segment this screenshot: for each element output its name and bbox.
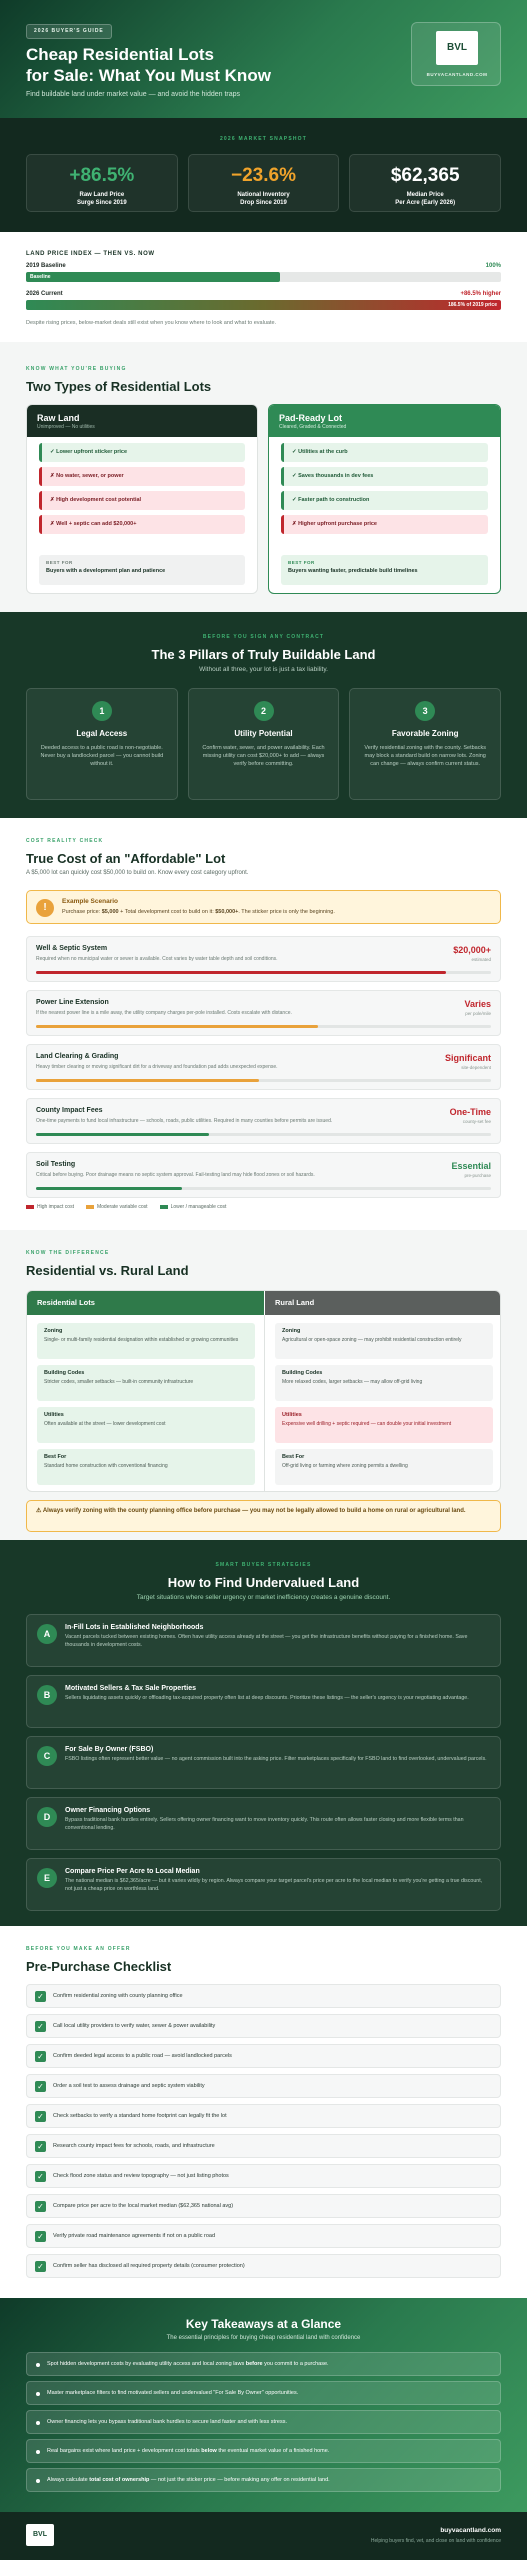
cost-item-title: Power Line Extension	[36, 999, 109, 1006]
cost-item-desc: Required when no municipal water or sewer is available. Cost varies by water table depth and soil conditions.	[36, 956, 278, 962]
raw-land-card	[26, 404, 258, 594]
takeaway-text: Spot hidden development costs by evaluating utility access and local zoning laws before you commit to a purchase.	[47, 2361, 329, 2367]
bullet-icon	[36, 2392, 40, 2396]
legend-item	[26, 1204, 74, 1211]
compare-kicker: KNOW THE DIFFERENCE	[26, 1250, 110, 1256]
logo-url: BUYVACANTLAND.COM	[426, 72, 488, 77]
legend-swatch	[160, 1205, 168, 1209]
checklist-item[interactable]	[26, 2044, 501, 2068]
checklist-text: Confirm residential zoning with county planning office	[53, 1993, 183, 1999]
compare-cell-title: Zoning	[282, 1328, 301, 1334]
checklist-text: Confirm deeded legal access to a public road — avoid landlocked parcels	[53, 2053, 232, 2059]
compare-cell	[275, 1323, 493, 1359]
takeaways	[0, 2298, 527, 2512]
lot-types	[0, 342, 527, 612]
compare-cell-text: Expensive well drilling + septic required — can double your initial investment	[282, 1421, 452, 1428]
checklist-item[interactable]	[26, 1984, 501, 2008]
cost-item	[26, 1098, 501, 1144]
ready-best-text: Buyers wanting faster, predictable build timelines	[288, 568, 418, 575]
current-value: +86.5% higher	[460, 291, 501, 297]
takeaway-text: Master marketplace filters to find motivated sellers and undervalued "For Sale By Owner" opportunities.	[47, 2390, 299, 2396]
compare-cell-text: Off-grid living or farming where zoning permits a dwelling	[282, 1463, 408, 1470]
strategy-text: The national median is $62,365/acre — but it varies wildly by region. Always compare your target parcel's price per acre to the local median to verify you're getting a true discount, not just a cheap price on worthless land.	[65, 1878, 483, 1892]
pillar-text: Verify residential zoning with the county. Setbacks may block a standard build on narrow lots. Zoning can change — always confirm current status.	[364, 744, 486, 767]
strategy-card	[26, 1736, 501, 1789]
cost-bar-track	[36, 1079, 491, 1082]
cost-title: True Cost of an "Affordable" Lot	[26, 851, 226, 866]
compare-cell	[275, 1449, 493, 1485]
checkbox-icon[interactable]: ✓	[35, 1991, 46, 2002]
strategy-title: For Sale By Owner (FSBO)	[65, 1746, 154, 1753]
checkbox-icon[interactable]: ✓	[35, 2171, 46, 2182]
stat-value: −23.6%	[231, 165, 296, 186]
pillar-text: Confirm water, sewer, and power availability. Each missing utility can cost $20,000+ to add — always verify before committing.	[202, 744, 325, 767]
example-text: Purchase price: $5,000 + Total development cost to build on it: $50,000+. The sticker price is only the beginning.	[62, 909, 335, 915]
stat-sublabel: Per Acre (Early 2026)	[395, 199, 456, 206]
warning-icon: !	[36, 899, 54, 917]
compare-cell	[37, 1365, 255, 1401]
ready-subtitle: Cleared, Graded & Connected	[279, 424, 347, 431]
types-kicker: KNOW WHAT YOU'RE BUYING	[26, 366, 127, 372]
strategy-card	[26, 1675, 501, 1728]
takeaway-text: Real bargains exist where land price + development cost totals below the eventual market value of a finished home.	[47, 2448, 330, 2454]
strategy-letter: B	[37, 1685, 57, 1705]
footer-url[interactable]: buyvacantland.com	[440, 2527, 501, 2534]
compare-cell-title: Utilities	[282, 1412, 302, 1418]
types-title: Two Types of Residential Lots	[26, 379, 212, 394]
compare-cell	[37, 1449, 255, 1485]
cost-item-title: Well & Septic System	[36, 945, 108, 952]
strategy-title: Compare Price Per Acre to Local Median	[65, 1868, 200, 1875]
cost-item-desc: One-time payments to fund local infrastructure — schools, roads, public utilities. Required in many counties before permits are issued.	[36, 1118, 333, 1124]
strategy-letter: C	[37, 1746, 57, 1766]
lot-feature: ✓ Lower upfront sticker price	[39, 443, 245, 462]
snapshot-kicker: 2026 MARKET SNAPSHOT	[219, 136, 308, 142]
footer	[0, 2512, 527, 2560]
bullet-icon	[36, 2363, 40, 2367]
baseline-track	[26, 272, 501, 282]
checklist-item[interactable]	[26, 2194, 501, 2218]
checklist-text: Research county impact fees for schools, roads, and infrastructure	[53, 2143, 215, 2149]
strategies-title: How to Find Undervalued Land	[167, 1575, 360, 1590]
raw-best-box	[39, 555, 245, 585]
pillars	[0, 612, 527, 818]
lot-feature: ✓ Faster path to construction	[281, 491, 488, 510]
strategy-card	[26, 1614, 501, 1667]
cost-item	[26, 990, 501, 1036]
ready-title: Pad-Ready Lot	[279, 413, 343, 423]
guide-pill: 2026 BUYER'S GUIDE	[26, 24, 112, 39]
compare-cell-text: Standard home construction with conventional financing	[44, 1463, 168, 1470]
compare-cell	[275, 1407, 493, 1443]
price-index	[0, 232, 527, 342]
price-index-note: Despite rising prices, below-market deals still exist when you know where to look and what to evaluate.	[26, 320, 277, 326]
bullet-icon	[36, 2450, 40, 2454]
stat-label: National Inventory	[237, 191, 290, 198]
pillar-title: Utility Potential	[234, 729, 293, 738]
checkbox-icon[interactable]: ✓	[35, 2201, 46, 2212]
stat-card	[26, 154, 178, 212]
cost-item-desc: If the nearest power line is a mile away, the utility company charges per-pole installed. Costs escalate with distance.	[36, 1010, 292, 1016]
cost-item-desc: Critical before buying. Poor drainage means no septic system approval. Fail-testing land may hide flood zones or soil hazards.	[36, 1172, 315, 1178]
cost-item-note: estimated	[471, 957, 491, 962]
pillar-card	[349, 688, 501, 800]
compare-table	[26, 1290, 501, 1492]
lot-feature: ✗ No water, sewer, or power	[39, 467, 245, 486]
cost-item-value: Essential	[451, 1161, 491, 1171]
header	[0, 0, 527, 118]
takeaway-text: Always calculate total cost of ownership — not just the sticker price — before making any offer on residential land.	[47, 2477, 330, 2483]
cost-item-note: site-dependent	[461, 1065, 491, 1070]
lot-feature: ✓ Utilities at the curb	[281, 443, 488, 462]
strategy-title: Motivated Sellers & Tax Sale Properties	[65, 1685, 196, 1692]
checkbox-icon[interactable]: ✓	[35, 2141, 46, 2152]
cost-reality	[0, 818, 527, 1230]
compare-cell-text: Often available at the street — lower development cost	[44, 1421, 166, 1428]
takeaways-subtitle: The essential principles for buying cheap residential land with confidence	[166, 2335, 361, 2341]
cost-item-desc: Heavy timber clearing or moving significant dirt for a driveway and foundation pad adds unexpected expense.	[36, 1064, 278, 1070]
current-track	[26, 300, 501, 310]
checkbox-icon[interactable]: ✓	[35, 2021, 46, 2032]
stat-label: Raw Land Price	[79, 191, 125, 198]
checklist-item[interactable]	[26, 2134, 501, 2158]
takeaway-item	[26, 2352, 501, 2376]
raw-title: Raw Land	[37, 413, 80, 423]
checklist-text: Order a soil test to assess drainage and septic system viability	[53, 2083, 205, 2089]
raw-subtitle: Unimproved — No utilities	[37, 424, 95, 431]
compare-cell	[37, 1407, 255, 1443]
strategy-text: Sellers liquidating assets quickly or offloading tax-acquired property often list at deep discounts. Prioritize these listings — the seller's urgency is your negotiating advantage.	[65, 1695, 469, 1701]
footer-tag: Helping buyers find, vet, and close on land with confidence	[370, 2538, 501, 2544]
price-index-title: LAND PRICE INDEX — THEN VS. NOW	[26, 251, 155, 257]
takeaways-title: Key Takeaways at a Glance	[185, 2317, 342, 2331]
checklist-text: Confirm seller has disclosed all required property details (consumer protection)	[53, 2263, 245, 2269]
res-header: Residential Lots	[27, 1291, 264, 1315]
cost-subtitle: A $5,000 lot can quickly cost $50,000 to build on. Know every cost category upfront.	[26, 870, 249, 876]
pillar-text: Deeded access to a public road is non-negotiable. Never buy a landlocked parcel — you cannot build without it.	[40, 744, 164, 767]
cost-item-title: County Impact Fees	[36, 1107, 103, 1114]
cost-bar-fill	[36, 1079, 259, 1082]
strategy-letter: D	[37, 1807, 57, 1827]
market-snapshot	[0, 118, 527, 232]
page-title: Cheap Residential Lots for Sale: What You Must Know	[26, 45, 271, 86]
cost-item-title: Land Clearing & Grading	[36, 1053, 119, 1060]
cost-bar-track	[36, 1025, 491, 1028]
compare-cell-title: Utilities	[44, 1412, 64, 1418]
cost-item	[26, 936, 501, 982]
example-title: Example Scenario	[62, 898, 118, 905]
lot-feature: ✗ Well + septic can add $20,000+	[39, 515, 245, 534]
cost-bar-fill	[36, 1187, 182, 1190]
cost-bar-track	[36, 1133, 491, 1136]
checklist-title: Pre-Purchase Checklist	[26, 1959, 172, 1974]
checklist-text: Check setbacks to verify a standard home footprint can legally fit the lot	[53, 2113, 227, 2119]
strategy-letter: E	[37, 1868, 57, 1888]
strategies-subtitle: Target situations where seller urgency or market inefficiency creates a genuine discount.	[136, 1594, 391, 1601]
cost-bar-fill	[36, 1025, 318, 1028]
baseline-label: 2019 Baseline	[26, 263, 66, 269]
strategy-card	[26, 1858, 501, 1911]
baseline-value: 100%	[485, 263, 501, 269]
ready-best-box	[281, 555, 488, 585]
legend-swatch	[86, 1205, 94, 1209]
stat-label: Median Price	[406, 191, 444, 198]
checklist-text: Check flood zone status and review topography — not just listing photos	[53, 2173, 229, 2179]
takeaway-text: Owner financing lets you bypass traditional bank hurdles to secure land faster and with less stress.	[47, 2419, 287, 2425]
compare-cell-text: Agricultural or open-space zoning — may prohibit residential construction entirely	[282, 1337, 462, 1344]
takeaway-item	[26, 2468, 501, 2492]
lot-feature: ✗ High development cost potential	[39, 491, 245, 510]
compare-cell	[275, 1365, 493, 1401]
compare-cell-text: Stricter codes, smaller setbacks — built-in community infrastructure	[44, 1379, 194, 1386]
checklist-item[interactable]	[26, 2224, 501, 2248]
checklist-item[interactable]	[26, 2254, 501, 2278]
strategies-kicker: SMART BUYER STRATEGIES	[215, 1562, 312, 1568]
checkbox-icon[interactable]: ✓	[35, 2231, 46, 2242]
cost-bar-fill	[36, 1133, 209, 1136]
cost-item-note: pre-purchase	[464, 1173, 491, 1178]
stat-sublabel: Drop Since 2019	[240, 199, 287, 206]
strategy-card	[26, 1797, 501, 1850]
cost-kicker: COST REALITY CHECK	[26, 838, 104, 844]
current-label: 2026 Current	[26, 291, 63, 297]
cost-item-value: One-Time	[449, 1107, 491, 1117]
takeaway-item	[26, 2439, 501, 2463]
logo-box[interactable]	[411, 22, 501, 86]
checkbox-icon[interactable]: ✓	[35, 2261, 46, 2272]
compare-cell-title: Best For	[44, 1454, 67, 1460]
compare	[0, 1230, 527, 1540]
checklist-item[interactable]	[26, 2104, 501, 2128]
strategy-text: Vacant parcels tucked between existing homes. Often have utility access already at the street — you get the infrastructure benefits without paying for a finished home. Save thousands in development costs.	[65, 1634, 468, 1648]
bullet-icon	[36, 2421, 40, 2425]
cost-bar-track	[36, 971, 491, 974]
checklist-text: Call local utility providers to verify water, sewer & power availability	[53, 2023, 216, 2029]
strategy-title: In-Fill Lots in Established Neighborhoods	[65, 1624, 204, 1631]
pillars-title: The 3 Pillars of Truly Buildable Land	[151, 647, 376, 662]
cost-item-note: county-set fee	[462, 1119, 491, 1124]
compare-cell-title: Building Codes	[282, 1370, 323, 1376]
pillar-number: 1	[92, 701, 112, 721]
cost-item-value: Significant	[444, 1053, 491, 1063]
cost-bar-fill	[36, 971, 446, 974]
compare-cell-title: Best For	[282, 1454, 305, 1460]
pillar-card	[26, 688, 178, 800]
strategy-text: FSBO listings often represent better value — no agent commission built into the asking price. Filter marketplaces specifically for FSBO land to find overlooked, undervalued parcels.	[65, 1756, 487, 1762]
header-subtitle: Find buildable land under market value — and avoid the hidden traps	[26, 91, 241, 98]
takeaway-item	[26, 2410, 501, 2434]
legend-label: Lower / manageable cost	[170, 1204, 227, 1210]
pillar-title: Favorable Zoning	[391, 729, 459, 738]
stat-value: $62,365	[390, 165, 460, 186]
cost-item-value: $20,000+	[453, 945, 491, 955]
logo-icon: BVL	[436, 31, 478, 65]
checkbox-icon[interactable]: ✓	[35, 2111, 46, 2122]
current-bar: 186.5% of 2019 price	[26, 300, 501, 310]
checklist-text: Verify private road maintenance agreements if not on a public road	[53, 2233, 216, 2239]
compare-cell-title: Zoning	[44, 1328, 63, 1334]
cost-item	[26, 1044, 501, 1090]
raw-best-text: Buyers with a development plan and patience	[46, 568, 166, 575]
stat-value: +86.5%	[69, 165, 135, 186]
checkbox-icon[interactable]: ✓	[35, 2081, 46, 2092]
pillars-subtitle: Without all three, your lot is just a tax liability.	[199, 666, 328, 673]
pillar-number: 2	[254, 701, 274, 721]
rural-header: Rural Land	[265, 1291, 501, 1315]
checklist-item[interactable]	[26, 2164, 501, 2188]
stat-card	[349, 154, 501, 212]
lot-feature: ✗ Higher upfront purchase price	[281, 515, 488, 534]
compare-title: Residential vs. Rural Land	[26, 1263, 189, 1278]
checklist-kicker: BEFORE YOU MAKE AN OFFER	[26, 1946, 131, 1952]
compare-cell-text: Single- or multi-family residential designation within established or growing communities	[44, 1337, 239, 1344]
compare-cell-title: Building Codes	[44, 1370, 85, 1376]
footer-logo[interactable]: BVL	[26, 2524, 54, 2546]
lot-feature: ✓ Saves thousands in dev fees	[281, 467, 488, 486]
bullet-icon	[36, 2479, 40, 2483]
checklist	[0, 1926, 527, 2298]
zoning-warning: ⚠ Always verify zoning with the county planning office before purchase — you may not be legally allowed to build a home on rural or agricultural land.	[26, 1500, 501, 1532]
legend-swatch	[26, 1205, 34, 1209]
pillars-kicker: BEFORE YOU SIGN ANY CONTRACT	[202, 634, 325, 640]
checklist-item[interactable]	[26, 2014, 501, 2038]
checkbox-icon[interactable]: ✓	[35, 2051, 46, 2062]
checklist-text: Compare price per acre to the local market median ($62,365 national avg)	[53, 2203, 234, 2209]
pillar-title: Legal Access	[76, 729, 128, 738]
strategy-title: Owner Financing Options	[65, 1807, 151, 1814]
strategy-text: Bypass traditional bank hurdles entirely. Sellers offering owner financing want to move inventory quickly. This route often allows faster closing and more flexible terms than conventional lending.	[65, 1817, 464, 1831]
legend-label: High impact cost	[37, 1204, 74, 1210]
baseline-bar: Baseline	[26, 272, 280, 282]
legend-label: Moderate variable cost	[96, 1204, 148, 1210]
pillar-number: 3	[415, 701, 435, 721]
stat-card	[188, 154, 340, 212]
takeaway-item	[26, 2381, 501, 2405]
cost-item-note: per pole/mile	[465, 1011, 491, 1016]
cost-bar-track	[36, 1187, 491, 1190]
pad-ready-card	[268, 404, 501, 594]
compare-cell	[37, 1323, 255, 1359]
pillar-card	[188, 688, 340, 800]
example-box	[26, 890, 501, 924]
cost-item	[26, 1152, 501, 1198]
cost-item-title: Soil Testing	[36, 1161, 76, 1168]
strategy-letter: A	[37, 1624, 57, 1644]
strategies	[0, 1540, 527, 1926]
compare-cell-text: More relaxed codes, larger setbacks — may allow off-grid living	[282, 1379, 423, 1386]
checklist-item[interactable]	[26, 2074, 501, 2098]
legend-item	[86, 1204, 148, 1211]
ready-best-label: BEST FOR	[288, 560, 315, 565]
cost-item-value: Varies	[464, 999, 491, 1009]
legend-item	[160, 1204, 227, 1211]
stat-sublabel: Surge Since 2019	[76, 199, 127, 206]
raw-best-label: BEST FOR	[46, 560, 73, 565]
